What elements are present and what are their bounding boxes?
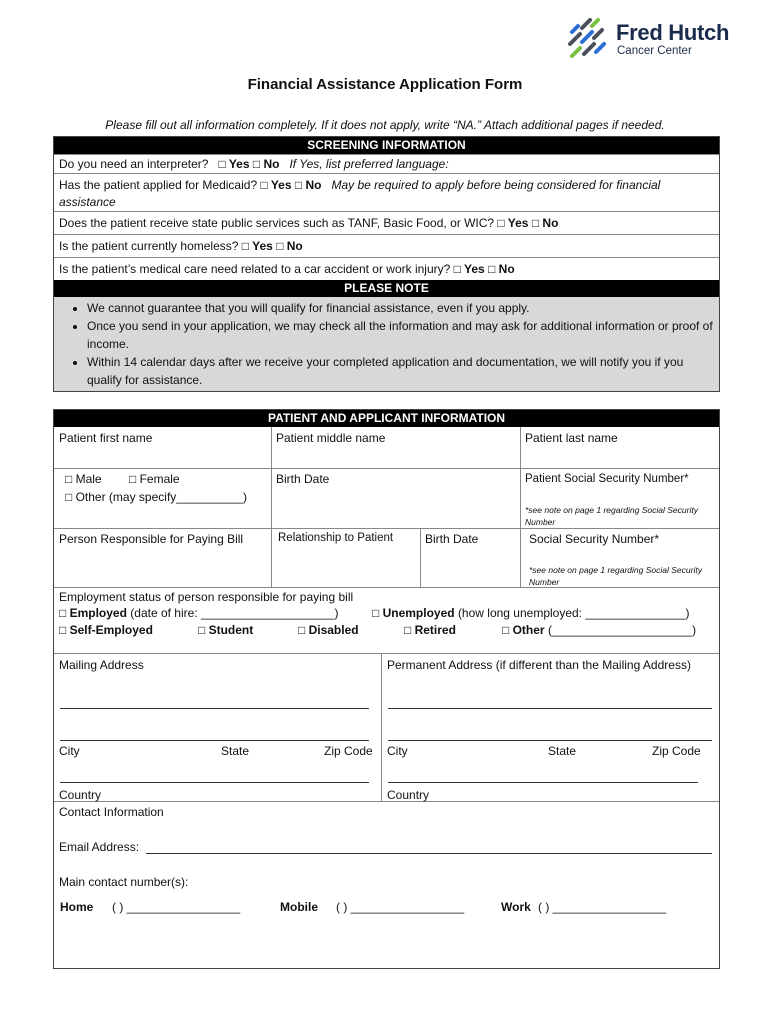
gender-other-checkbox[interactable]: □ Other (may specify__________)	[65, 490, 248, 504]
self-employed-checkbox[interactable]: □ Self-Employed	[59, 623, 153, 637]
please-note-list	[54, 297, 719, 391]
homeless-yes-checkbox[interactable]: □ Yes	[241, 239, 273, 253]
medicaid-note: May be required to apply before being considered for financial assistance	[59, 178, 661, 209]
accident-yes-checkbox[interactable]: □ Yes	[453, 262, 485, 276]
student-checkbox[interactable]: □ Student	[198, 623, 254, 637]
unemployed-group	[372, 606, 689, 620]
public-services-yes-checkbox[interactable]: □ Yes	[497, 216, 529, 230]
retired-checkbox[interactable]: □ Retired	[404, 623, 456, 637]
mailing-city-label: City	[59, 744, 80, 758]
mobile-phone-label: Mobile	[280, 900, 318, 914]
note-item: • Once you send in your application, we may check all the information and may ask for additional information or proof of income.	[87, 317, 714, 353]
mobile-phone-field[interactable]: ( ) _________________	[336, 900, 465, 914]
employment-row-1	[59, 606, 338, 620]
please-note-header: PLEASE NOTE	[54, 280, 719, 297]
mailing-country-line[interactable]	[60, 782, 369, 783]
first-name-label: Patient first name	[59, 431, 153, 445]
email-label: Email Address:	[59, 840, 140, 854]
home-phone-field[interactable]: ( ) _________________	[112, 900, 241, 914]
middle-name-label: Patient middle name	[276, 431, 386, 445]
home-phone-label: Home	[60, 900, 94, 914]
screening-section	[53, 136, 720, 392]
main-contact-label: Main contact number(s):	[59, 875, 189, 889]
logo-subtitle: Cancer Center	[617, 45, 692, 57]
permanent-country-label: Country	[387, 788, 430, 802]
disabled-checkbox[interactable]: □ Disabled	[298, 623, 359, 637]
instructions: Please fill out all information completely. If it does not apply, write “NA.” Attach additional pages if needed.	[105, 118, 665, 132]
mailing-state-label: State	[221, 744, 250, 758]
homeless-row	[54, 234, 719, 257]
permanent-state-label: State	[548, 744, 577, 758]
medicaid-no-checkbox[interactable]: □ No	[294, 178, 322, 192]
medicaid-row	[54, 173, 719, 211]
public-services-row	[54, 211, 719, 234]
note-item: • Within 14 calendar days after we receive your completed application and documentation, we will notify you if you qualify for assistance.	[87, 353, 714, 389]
gender-female-checkbox[interactable]: □ Female	[129, 472, 180, 486]
responsible-ssn-note: *see note on page 1 regarding Social Security Number	[529, 565, 702, 587]
fred-hutch-logo	[566, 16, 736, 60]
unemployed-detail: (how long unemployed: _______________)	[457, 606, 690, 620]
interpreter-note: If Yes, list preferred language:	[289, 157, 449, 171]
relationship-label: Relationship to Patient	[278, 532, 394, 544]
employed-checkbox[interactable]: □ Employed	[59, 606, 127, 620]
public-services-no-checkbox[interactable]: □ No	[531, 216, 559, 230]
permanent-city-label: City	[387, 744, 408, 758]
logo-mark-icon	[566, 16, 610, 60]
contact-info-label: Contact Information	[59, 805, 164, 819]
accident-row	[54, 257, 719, 280]
work-phone-label: Work	[501, 900, 531, 914]
last-name-label: Patient last name	[525, 431, 618, 445]
homeless-question: Is the patient currently homeless?	[59, 239, 239, 253]
permanent-address-line-1[interactable]	[388, 708, 712, 709]
other-status-group	[502, 623, 696, 637]
responsible-label: Person Responsible for Paying Bill	[59, 532, 244, 546]
mailing-address-line-1[interactable]	[60, 708, 369, 709]
patient-ssn-label: Patient Social Security Number*	[525, 473, 689, 485]
responsible-birth-date-label: Birth Date	[425, 532, 479, 546]
mailing-zip-label: Zip Code	[324, 744, 373, 758]
responsible-ssn-label: Social Security Number*	[529, 532, 660, 546]
other-status-detail: (_____________________)	[547, 623, 697, 637]
accident-question: Is the patient’s medical care need related to a car accident or work injury?	[59, 262, 451, 276]
interpreter-yes-checkbox[interactable]: □ Yes	[218, 157, 250, 171]
patient-section	[53, 409, 720, 969]
mailing-country-label: Country	[59, 788, 102, 802]
work-phone-field[interactable]: ( ) _________________	[538, 900, 667, 914]
gender-male-checkbox[interactable]: □ Male	[65, 472, 102, 486]
unemployed-checkbox[interactable]: □ Unemployed	[372, 606, 455, 620]
screening-header: SCREENING INFORMATION	[54, 137, 719, 154]
logo-name: Fred Hutch	[616, 20, 730, 45]
interpreter-no-checkbox[interactable]: □ No	[252, 157, 280, 171]
public-services-question: Does the patient receive state public services such as TANF, Basic Food, or WIC?	[59, 216, 495, 230]
interpreter-row	[54, 154, 719, 173]
patient-header: PATIENT AND APPLICANT INFORMATION	[54, 410, 719, 427]
medicaid-question: Has the patient applied for Medicaid?	[59, 178, 258, 192]
other-status-checkbox[interactable]: □ Other	[502, 623, 545, 637]
permanent-country-line[interactable]	[388, 782, 698, 783]
note-item: • We cannot guarantee that you will qualify for financial assistance, even if you apply.	[87, 299, 714, 317]
birth-date-label: Birth Date	[276, 472, 330, 486]
homeless-no-checkbox[interactable]: □ No	[276, 239, 303, 253]
interpreter-question: Do you need an interpreter?	[59, 157, 209, 171]
employed-detail: (date of hire: ____________________)	[130, 606, 339, 620]
patient-ssn-note: *see note on page 1 regarding Social Security Number	[525, 505, 698, 527]
email-input-line[interactable]	[146, 853, 712, 854]
permanent-address-label: Permanent Address (if different than the Mailing Address)	[387, 658, 691, 672]
accident-no-checkbox[interactable]: □ No	[488, 262, 515, 276]
permanent-zip-label: Zip Code	[652, 744, 701, 758]
medicaid-yes-checkbox[interactable]: □ Yes	[260, 178, 292, 192]
mailing-address-label: Mailing Address	[59, 658, 144, 672]
page-title: Financial Assistance Application Form	[247, 76, 523, 93]
employment-label: Employment status of person responsible for paying bill	[59, 590, 354, 604]
